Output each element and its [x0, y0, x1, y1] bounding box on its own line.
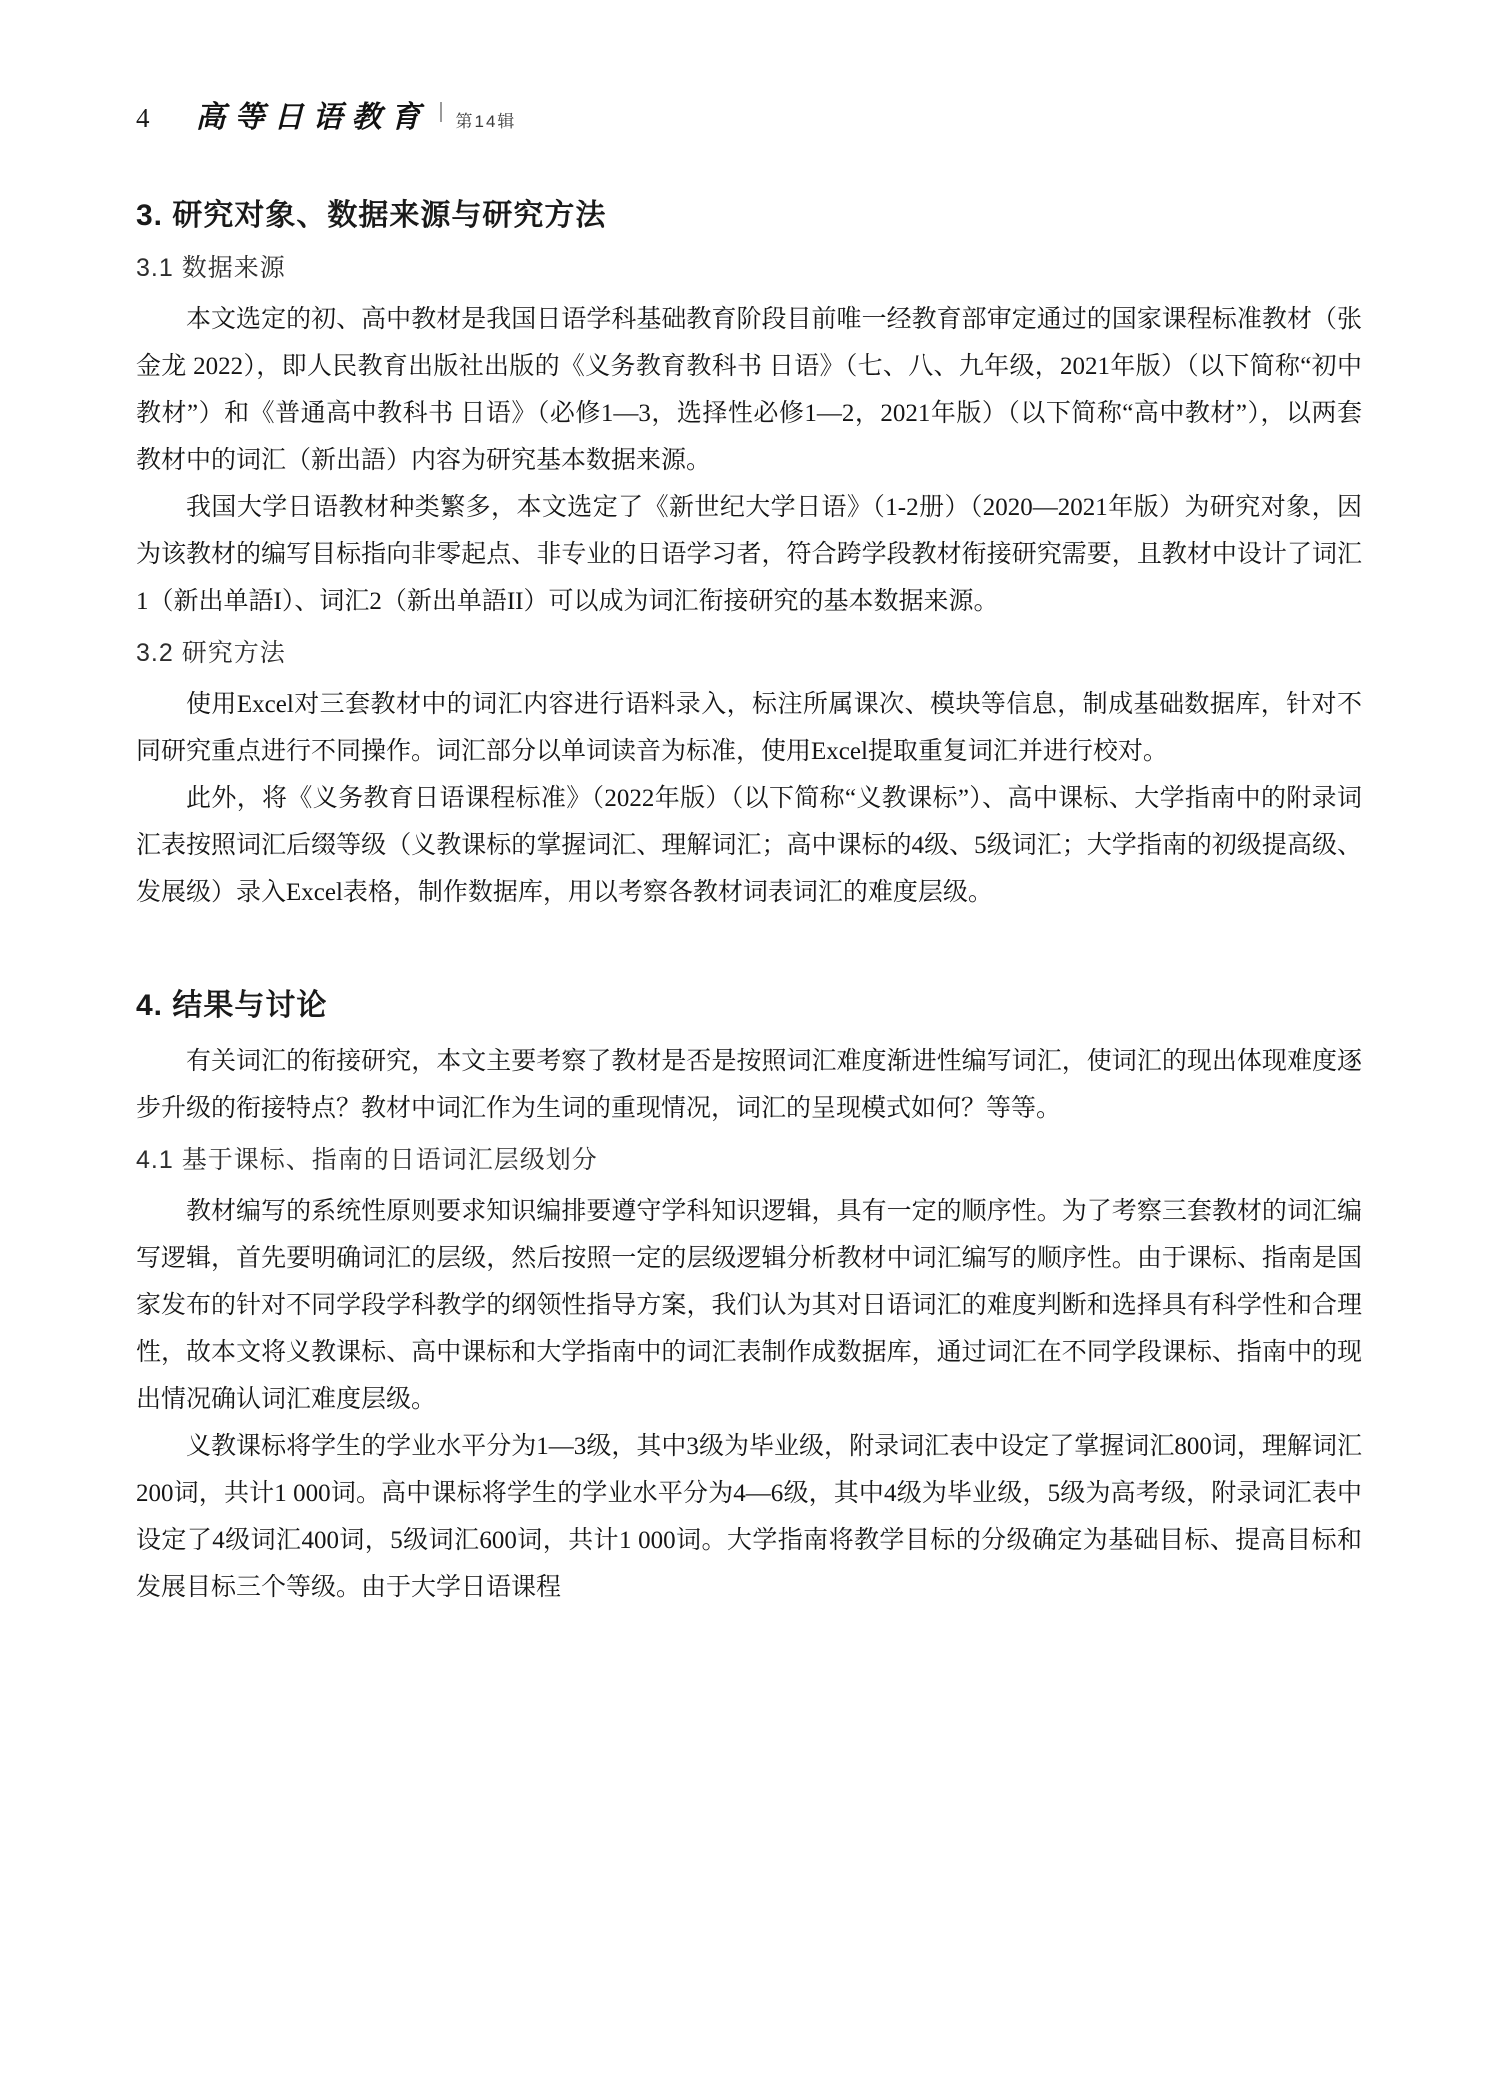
subsection-4-1-heading: 4.1 基于课标、指南的日语词汇层级划分: [136, 1146, 598, 1174]
section-3-heading: 3. 研究对象、数据来源与研究方法: [136, 199, 607, 232]
paragraph-level-division-2: 义教课标将学生的学业水平分为1—3级，其中3级为毕业级，附录词汇表中设定了掌握词汇800词，理解词汇200词，共计1 000词。高中课标将学生的学业水平分为4—6级，其中4级为毕业级，5级为高考级，附录词汇表中设定了4级词汇400词，5级词汇600词，共计1 000词。大学指南将教学目标的分级确定为基础目标、提高目标和发展目标三个等级。由于大学日语课程: [136, 1433, 1362, 1601]
subsection-3-2-heading: 3.2 研究方法: [136, 639, 286, 667]
paragraph-results-intro: 有关词汇的衔接研究，本文主要考察了教材是否是按照词汇难度渐进性编写词汇，使词汇的现出体现难度逐步升级的衔接特点？教材中词汇作为生词的重现情况，词汇的呈现模式如何？等等。: [136, 1048, 1362, 1122]
subsection-3-1-heading: 3.1 数据来源: [136, 254, 286, 282]
paragraph-method-2: 此外，将《义务教育日语课程标准》（2022年版）（以下简称“义教课标”）、高中课标、大学指南中的附录词汇表按照词汇后缀等级（义教课标的掌握词汇、理解词汇；高中课标的4级、5级词汇；大学指南的初级提高级、发展级）录入Excel表格，制作数据库，用以考察各教材词表词汇的难度层级。: [136, 785, 1362, 906]
paragraph-level-division-1: 教材编写的系统性原则要求知识编排要遵守学科知识逻辑，具有一定的顺序性。为了考察三套教材的词汇编写逻辑，首先要明确词汇的层级，然后按照一定的层级逻辑分析教材中词汇编写的顺序性。由于课标、指南是国家发布的针对不同学段学科教学的纲领性指导方案，我们认为其对日语词汇的难度判断和选择具有科学性和合理性，故本文将义教课标、高中课标和大学指南中的词汇表制作成数据库，通过词汇在不同学段课标、指南中的现出情况确认词汇难度层级。: [136, 1198, 1362, 1413]
page-number: 4: [136, 103, 150, 133]
section-4-heading: 4. 结果与讨论: [136, 989, 328, 1022]
issue-label: 第14辑: [455, 112, 517, 131]
paragraph-data-source-1: 本文选定的初、高中教材是我国日语学科基础教育阶段目前唯一经教育部审定通过的国家课程标准教材（张金龙 2022），即人民教育出版社出版的《义务教育教科书 日语》（七、八、九年级，2021年版）（以下简称“初中教材”）和《普通高中教科书 日语》（必修1—3，选择性必修1—2，2021年版）（以下简称“高中教材”），以两套教材中的词汇（新出語）内容为研究基本数据来源。: [136, 306, 1362, 474]
journal-title: 高等日语教育: [195, 100, 430, 135]
paragraph-method-1: 使用Excel对三套教材中的词汇内容进行语料录入，标注所属课次、模块等信息，制成基础数据库，针对不同研究重点进行不同操作。词汇部分以单词读音为标准，使用Excel提取重复词汇并进行校对。: [136, 691, 1362, 765]
page-header: [136, 92, 1362, 135]
page-body: [136, 190, 1362, 1611]
paragraph-data-source-2: 我国大学日语教材种类繁多，本文选定了《新世纪大学日语》（1-2册）（2020—2021年版）为研究对象，因为该教材的编写目标指向非零起点、非专业的日语学习者，符合跨学段教材衔接研究需要，且教材中设计了词汇1（新出单語I）、词汇2（新出单語II）可以成为词汇衔接研究的基本数据来源。: [136, 494, 1362, 615]
header-divider: [440, 102, 442, 122]
